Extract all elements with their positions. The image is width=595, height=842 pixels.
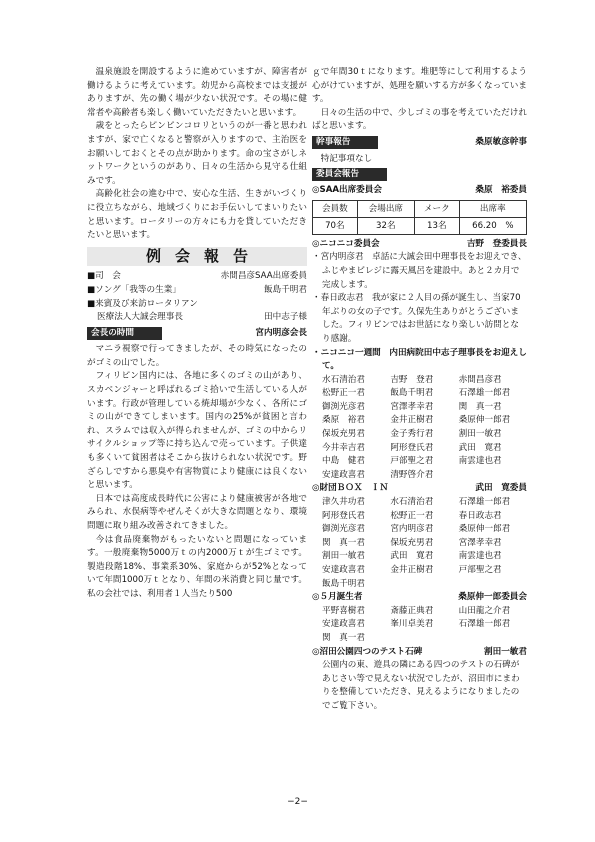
member-name: 御渕光彦君 bbox=[322, 401, 365, 412]
member-name: 関 真一君 bbox=[322, 537, 365, 548]
member-name: 清野啓介君 bbox=[390, 469, 434, 480]
paragraph: フィリピン国内には、各地に多くのゴミの山があり、スカベンジャーと呼ばれるゴミ拾いで生活している人がいます。行政が管理している焼却場が少なく、各所にゴミの山ができてしまいます。国内の25%が貧困と言われ、スラムでは収入が得られませんが、ゴミの中からリサイクルショップ等に持ち込んで売っています。子供達も多くいて貧困者はそこから抜けられない状況です。野ざらしですから悪臭や有害物質により健康には良くないと思います。 bbox=[87, 371, 307, 491]
member-name: 飯島千明君 bbox=[322, 578, 365, 589]
member-name bbox=[459, 632, 527, 646]
member-name: 中島 健君 bbox=[322, 456, 365, 467]
attendance-value-cell: 70名 bbox=[313, 217, 358, 234]
member-name: 飯島千明君 bbox=[390, 388, 434, 399]
member-name: 阿形登氏君 bbox=[390, 442, 434, 453]
member-name: 保坂充男君 bbox=[322, 429, 365, 440]
member-name: 保坂充男君 bbox=[390, 537, 434, 548]
member-name: 桑原伸一郎君 bbox=[458, 415, 511, 426]
paragraph: 高齢化社会の進む中で、安心な生活、生きがいづくりに役立ちながら、地域づくりにお手伝いしてまいりたいと思います。ロータリーの方々にも力を貸していただきたいと思います。 bbox=[87, 189, 307, 241]
birthday-name: 桑原伸一郎委員会 bbox=[458, 592, 527, 603]
right-column bbox=[312, 66, 527, 714]
member-name: 武田 寛君 bbox=[390, 551, 434, 562]
attendance-value-row bbox=[313, 217, 527, 234]
member-name: 安達政喜君 bbox=[322, 565, 365, 575]
paragraph: 日本では高度成長時代に公害により健康被害が各地でみられ、水俣病等やぜんそくが大きな問題となり、環境問題に取り組み改善されてきました。 bbox=[87, 493, 307, 531]
member-name: 石澤雄一郎君 bbox=[458, 388, 511, 399]
role-label: ■ソング「我等の生業」 bbox=[87, 284, 181, 295]
attendance-value-cell: 13名 bbox=[414, 217, 459, 234]
member-name: 武田 寛君 bbox=[458, 442, 502, 453]
attendance-header-row bbox=[313, 200, 527, 217]
member-name: 南雲達也君 bbox=[458, 551, 502, 562]
member-name: 今井幸吉君 bbox=[322, 442, 365, 453]
birthday-heading bbox=[312, 591, 527, 605]
page-number: −2− bbox=[287, 797, 308, 807]
member-name: 関 真一君 bbox=[322, 632, 365, 643]
member-name: 松野正一君 bbox=[390, 510, 434, 521]
attendance-table bbox=[312, 200, 527, 235]
member-name: 安達政喜君 bbox=[322, 469, 365, 480]
birthday-title: ◎５月誕生者 bbox=[312, 592, 363, 603]
member-name: 金井正樹君 bbox=[390, 565, 434, 575]
president-heading bbox=[87, 327, 307, 341]
niko-heading bbox=[312, 238, 527, 252]
paragraph: ｇで年間30ｔになります。堆肥等にして利用するよう心がけていますが、処理を願いする方が多くなっています。 bbox=[312, 67, 527, 105]
kanji-name: 桑原敏彦幹事 bbox=[475, 136, 527, 147]
park-title: ◎沼田公園四つのテスト石碑 bbox=[312, 646, 423, 657]
birthday-names-grid bbox=[312, 605, 527, 646]
attendance-header-cell: 出席率 bbox=[459, 200, 526, 217]
member-name bbox=[459, 578, 527, 592]
section-title: 例会報告 bbox=[87, 247, 307, 267]
member-name: 金子秀行君 bbox=[390, 429, 434, 440]
continued-text bbox=[312, 66, 527, 134]
paragraph: 歳をとったらピンピンコロリというのが一番と思われますが、家で亡くなると警察が入りますので、主治医をお願いしておくとその点が助かります。命の宝さがしネットワークというのがあり、日々の生活から見守る仕組みです。 bbox=[87, 121, 307, 186]
member-name: 水石清治君 bbox=[390, 497, 434, 508]
member-name: 割田一敏君 bbox=[458, 429, 502, 440]
attendance-value-cell: 32名 bbox=[357, 217, 414, 234]
member-name: 宮澤孝幸君 bbox=[458, 537, 502, 548]
member-name: 金井正樹君 bbox=[390, 415, 434, 426]
member-name bbox=[390, 578, 458, 592]
roles-list bbox=[87, 270, 307, 324]
committee-label: 委員会報告 bbox=[312, 168, 387, 181]
park-body: 公園内の東、遊具の隣にある四つのテストの石碑があじさい等で見えない状況でしたが、沼田市にまわりを整備していただき、見えるようになりましたのでご覧下さい。 bbox=[322, 660, 520, 711]
member-name: 峯川卓美君 bbox=[390, 619, 434, 630]
saa-name: 桑原 裕委員 bbox=[475, 185, 527, 196]
member-name: 石澤雄一郎君 bbox=[458, 497, 511, 508]
member-name: 戸部聖之君 bbox=[390, 456, 434, 467]
niko-items bbox=[312, 251, 527, 373]
role-label: ■来賓及び来訪ロータリアン bbox=[87, 298, 198, 309]
role-value: 田中志子様 bbox=[264, 312, 307, 323]
niko-name: 吉野 登委員長 bbox=[466, 238, 527, 249]
member-name: 割田一敏君 bbox=[322, 551, 365, 562]
box-title: ◎財団ＢＯＸ ＩＮ bbox=[312, 483, 389, 494]
role-row bbox=[87, 270, 307, 284]
saa-title: ◎SAA出席委員会 bbox=[312, 185, 382, 196]
box-names-grid bbox=[312, 496, 527, 591]
member-name: 宮澤孝幸君 bbox=[390, 401, 434, 412]
member-name: 水石清治君 bbox=[322, 374, 365, 385]
member-name: 阿形登氏君 bbox=[322, 510, 365, 521]
member-name: 平野喜樹君 bbox=[322, 605, 365, 616]
role-row bbox=[87, 284, 307, 298]
paragraph: 今は食品廃棄物がもったいないと問題になっています。一般廃棄物5000万ｔの内2000万ｔが生ゴミです。製造段階18%、事業系30%、家庭からが52%となっていて年間1000万ｔとなり、年間の米消費と同じ量です。私の会社では、利用者１人当たり500 bbox=[87, 534, 307, 599]
member-name: 吉野 登君 bbox=[390, 374, 434, 385]
attendance-header-cell: メーク bbox=[414, 200, 459, 217]
attendance-header-cell: 会員数 bbox=[313, 200, 358, 217]
box-heading bbox=[312, 482, 527, 496]
park-name: 割田一敏君 bbox=[484, 646, 527, 657]
member-name: 御渕光彦君 bbox=[322, 524, 365, 535]
park-heading bbox=[312, 646, 527, 660]
member-name: 石澤雄一郎君 bbox=[458, 619, 511, 630]
member-name: 戸部聖之君 bbox=[458, 565, 502, 575]
president-name: 宮内明彦会長 bbox=[255, 327, 307, 338]
member-name: 桑原伸一郎君 bbox=[458, 524, 511, 535]
paragraph: マニラ視察で行ってきましたが、その時気になったのがゴミの山でした。 bbox=[87, 344, 307, 368]
member-name bbox=[459, 469, 527, 483]
kanji-heading bbox=[312, 136, 527, 150]
member-name: 山田龍之介君 bbox=[458, 605, 511, 616]
member-name: 宮内明彦君 bbox=[390, 524, 434, 535]
committee-heading bbox=[312, 168, 527, 181]
role-label: 医療法人大誠会理事長 bbox=[97, 312, 183, 323]
kanji-label: 幹事報告 bbox=[312, 136, 378, 149]
paragraph: 温泉施設を開設するように進めていますが、障害者が働けるように考えています。幼児から高校までは支援がありますが、先の働く場が少ない状況です。その場に健常者や高齢者も楽しく働いていただきたいと思います。 bbox=[87, 67, 307, 118]
attendance-value-cell: 66.20 % bbox=[459, 217, 526, 234]
niko-title: ◎ニコニコ委員会 bbox=[312, 238, 380, 249]
member-name: 春日政志君 bbox=[458, 510, 502, 521]
member-name: 赤間昌彦君 bbox=[458, 374, 502, 385]
president-text bbox=[87, 343, 307, 601]
role-value: 飯島千明君 bbox=[264, 284, 307, 295]
member-name: 松野正一君 bbox=[322, 388, 365, 399]
role-value: 赤間昌彦SAA出席委員 bbox=[220, 271, 307, 282]
president-label: 会長の時間 bbox=[87, 327, 162, 340]
niko-item: ・春日政志君 我が家に２人目の孫が誕生し、当家70年ぶりの女の子です。久保先生ありがとうございました。フィリピンではお世話になり楽しい訪問となり感謝。 bbox=[312, 293, 521, 344]
kanji-body: 特記事項なし bbox=[320, 153, 373, 164]
role-row bbox=[87, 298, 307, 312]
paragraph: 日々の生活の中で、少しゴミの事を考えていただければと思います。 bbox=[312, 107, 527, 132]
member-name: 斎藤正典君 bbox=[390, 605, 434, 616]
niko-item: ・ニコニコ一週間 内田病院田中志子理事長をお迎えして。 bbox=[312, 347, 527, 372]
role-label: ■司 会 bbox=[87, 271, 121, 282]
box-name: 武田 寛委員 bbox=[475, 483, 527, 494]
member-name: 桑原 裕君 bbox=[322, 415, 365, 426]
saa-heading bbox=[312, 184, 527, 198]
member-name: 津久井功君 bbox=[322, 497, 365, 508]
attendance-header-cell: 会場出席 bbox=[357, 200, 414, 217]
member-name: 南雲達也君 bbox=[458, 456, 502, 467]
member-name bbox=[390, 632, 458, 646]
member-name: 関 真一君 bbox=[458, 401, 502, 412]
member-name: 安達政喜君 bbox=[322, 619, 365, 630]
role-row bbox=[87, 311, 307, 325]
left-column bbox=[87, 66, 307, 602]
niko-item: ・宮内明彦君 卓話に大誠会田中理事長をお迎えでき、ふじやまビレジに露天風呂を建設中。あと２カ月で完成します。 bbox=[312, 252, 527, 290]
intro-text bbox=[87, 66, 307, 243]
week-names-grid bbox=[312, 374, 527, 483]
